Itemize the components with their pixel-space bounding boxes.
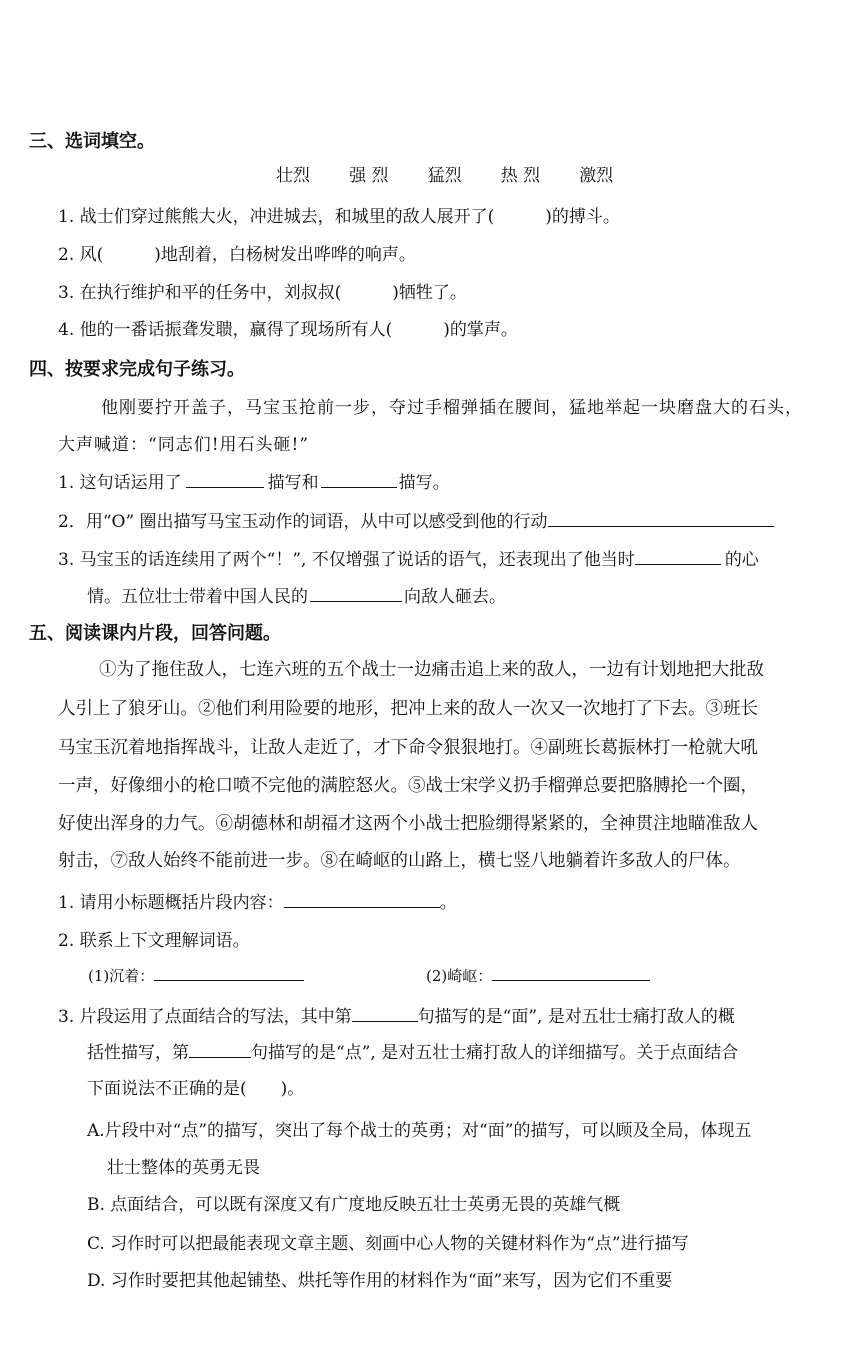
word-bank-item: 壮烈 — [276, 166, 310, 186]
question-text: 括性描写，第 — [87, 1043, 189, 1063]
question-5-3 — [58, 1002, 735, 1027]
passage-line: 马宝玉沉着地指挥战斗，让敌人走近了，才下命令狠狠地打。④副班长葛振林打一枪就大吼 — [58, 738, 758, 758]
question-text: (2)崎岖： — [426, 967, 493, 985]
question-text: 3. 片段运用了点面结合的写法，其中第 — [58, 1007, 352, 1027]
option-b[interactable]: B. 点面结合，可以既有深度又有广度地反映五壮士英勇无畏的英雄气概 — [87, 1195, 621, 1215]
question-text: 情。五位壮士带着中国人民的 — [87, 587, 308, 607]
question-5-2: 2. 联系上下文理解词语。 — [58, 931, 250, 951]
option-c[interactable]: C. 习作时可以把最能表现文章主题、刻画中心人物的关键材料作为“点”进行描写 — [87, 1234, 689, 1254]
word-bank — [276, 161, 613, 186]
answer-blank[interactable] — [189, 1040, 251, 1058]
answer-blank[interactable] — [548, 509, 774, 527]
question-5-3-cont: 下面说法不正确的是( )。 — [87, 1079, 305, 1099]
question-5-3-cont — [87, 1038, 738, 1063]
answer-blank[interactable] — [352, 1004, 418, 1022]
answer-blank[interactable] — [186, 470, 264, 488]
question-text: 向敌人砸去。 — [404, 587, 506, 607]
question-text: 2．用“O” 圈出描写马宝玉动作的词语，从中可以感受到他的行动 — [58, 512, 548, 532]
passage-line: 他刚要拧开盖子，马宝玉抢前一步，夺过手榴弹插在腰间，猛地举起一块磨盘大的石头， — [101, 398, 803, 418]
answer-blank[interactable] — [321, 470, 397, 488]
question-5-1 — [58, 888, 457, 913]
question-4-3 — [58, 545, 759, 570]
passage-line: 好使出浑身的力气。⑥胡德林和胡福才这两个小战士把脸绷得紧紧的，全神贯注地瞄准敌人 — [58, 814, 758, 834]
answer-blank[interactable] — [492, 963, 650, 981]
question-3-1: 1. 战士们穿过熊熊大火，冲进城去，和城里的敌人展开了( )的搏斗。 — [58, 207, 620, 227]
question-text: 句描写的是“点”, 是对五壮士痛打敌人的详细描写。关于点面结合 — [251, 1043, 739, 1063]
question-3-3: 3. 在执行维护和平的任务中，刘叔叔( )牺牲了。 — [58, 283, 467, 303]
passage-line: 人引上了狼牙山。②他们利用险要的地形，把冲上来的敌人一次又一次地打了下去。③班长 — [58, 699, 758, 719]
word-bank-item: 强 烈 — [349, 166, 389, 186]
option-a-cont: 壮士整体的英勇无畏 — [107, 1158, 260, 1178]
answer-blank[interactable] — [310, 584, 402, 602]
question-text: (1)沉着： — [88, 967, 155, 985]
passage-line: 大声喊道：“同志们!用石头砸!” — [58, 435, 310, 455]
word-bank-item: 激烈 — [579, 166, 614, 186]
passage-line: 射击，⑦敌人始终不能前进一步。⑧在崎岖的山路上，横七竖八地躺着许多敌人的尸体。 — [58, 851, 741, 871]
question-4-2 — [58, 507, 774, 532]
word-bank-item: 猛烈 — [427, 166, 462, 186]
question-text: 描写和 — [267, 473, 319, 493]
question-text: 1. 请用小标题概括片段内容： — [58, 893, 284, 913]
question-text: 描写。 — [398, 473, 450, 493]
word-bank-item: 热 烈 — [500, 166, 541, 186]
passage-line: 一声，好像细小的枪口喷不完他的满腔怒火。⑤战士宋学义扔手榴弹总要把胳膊抡一个圈， — [58, 776, 758, 796]
question-text: 1. 这句话运用了 — [58, 473, 182, 493]
section-4-heading: 四、按要求完成句子练习。 — [29, 359, 245, 380]
passage-line: ①为了拖住敌人，七连六班的五个战士一边痛击追上来的敌人，一边有计划地把大批敌 — [99, 660, 764, 680]
answer-blank[interactable] — [635, 547, 721, 565]
option-d[interactable]: D. 习作时要把其他起铺垫、烘托等作用的材料作为“面”来写，因为它们不重要 — [87, 1271, 673, 1291]
section-3-heading: 三、选词填空。 — [29, 131, 155, 152]
section-5-heading: 五、阅读课内片段，回答问题。 — [29, 623, 281, 644]
question-text: 句描写的是“面”, 是对五壮士痛打敌人的概 — [417, 1007, 735, 1027]
question-text: 的心 — [724, 550, 759, 570]
question-3-2: 2. 风( )地刮着，白杨树发出哗哗的响声。 — [58, 245, 416, 265]
question-5-2-1 — [88, 963, 304, 986]
option-a[interactable]: A.片段中对“点”的描写，突出了每个战士的英勇；对“面”的描写，可以顾及全局，体现五 — [87, 1121, 752, 1141]
question-3-4: 4. 他的一番话振聋发聩，赢得了现场所有人( )的掌声。 — [58, 320, 518, 340]
question-4-1 — [58, 468, 450, 493]
answer-blank[interactable] — [284, 890, 440, 908]
question-4-3-cont — [87, 582, 506, 607]
question-text: 3. 马宝玉的话连续用了两个“！”, 不仅增强了说话的语气，还表现出了他当时 — [58, 550, 635, 570]
answer-blank[interactable] — [154, 963, 304, 981]
question-text: 。 — [439, 893, 457, 913]
question-5-2-2 — [426, 963, 650, 986]
